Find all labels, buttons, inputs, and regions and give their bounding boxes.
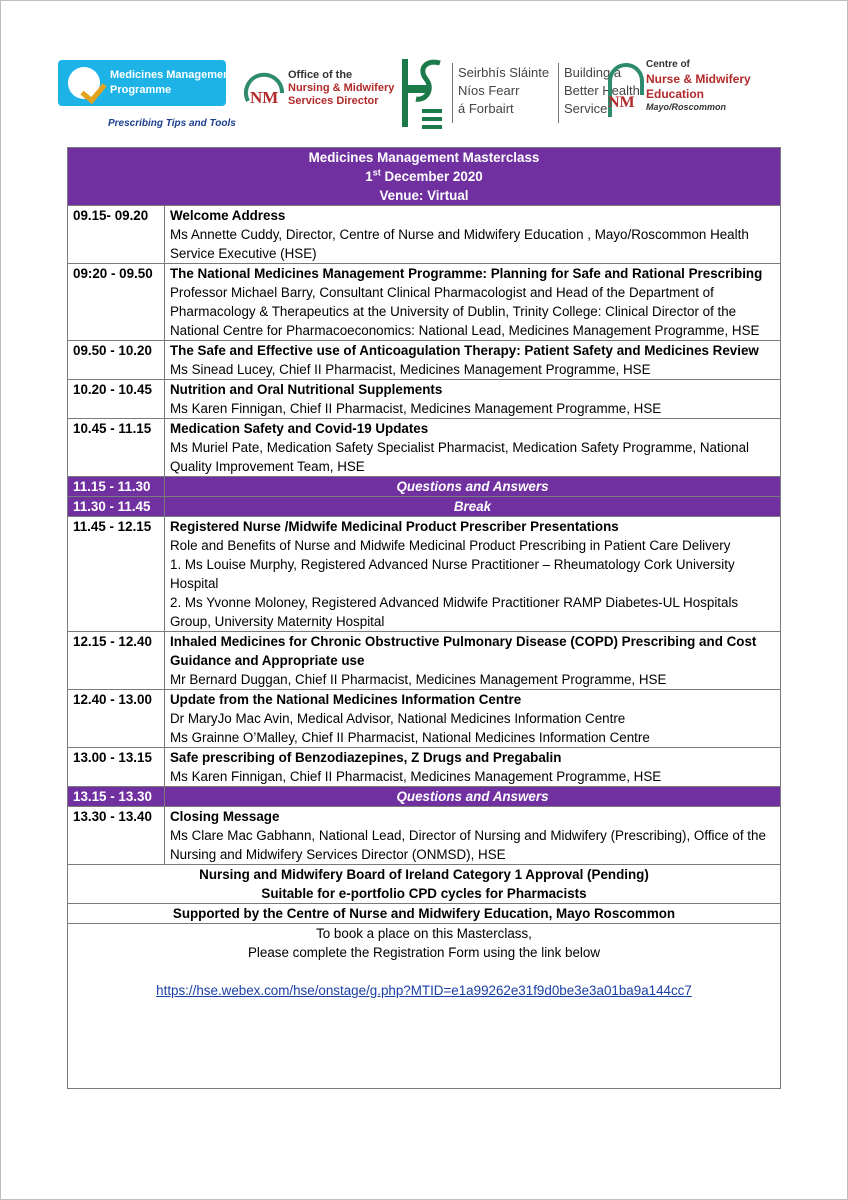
- mmp-tagline: Prescribing Tips and Tools: [108, 118, 236, 129]
- session-content: [165, 206, 781, 264]
- session-speaker: Ms Annette Cuddy, Director, Centre of Nurse and Midwifery Education , Mayo/Roscommon Health Service Executive (HSE): [170, 227, 749, 261]
- cnme-logo: [602, 55, 751, 131]
- session-content: [165, 807, 781, 865]
- svg-text:NM: NM: [608, 94, 635, 111]
- mmp-logo-line2: Programme: [110, 84, 172, 96]
- session-row: [68, 264, 781, 341]
- mmp-logo-badge: [58, 60, 234, 106]
- session-title: Safe prescribing of Benzodiazepines, Z Drugs and Pregabalin: [170, 750, 562, 765]
- agenda-table: [67, 147, 781, 1089]
- nm-monogram-icon: [242, 71, 286, 115]
- session-title: Registered Nurse /Midwife Medicinal Product Prescriber Presentations: [170, 519, 619, 534]
- session-speaker: Mr Bernard Duggan, Chief II Pharmacist, Medicines Management Programme, HSE: [170, 672, 667, 687]
- checkmark-icon: [68, 67, 100, 99]
- hse-irish-line2: Níos Fearr: [458, 83, 520, 98]
- session-row: [68, 690, 781, 748]
- onmsd-line1: Office of the: [288, 69, 353, 81]
- session-content: [165, 341, 781, 380]
- session-content: [165, 264, 781, 341]
- onmsd-line2: Nursing & Midwifery: [288, 82, 395, 94]
- agenda-header: [68, 148, 781, 206]
- session-title: The Safe and Effective use of Anticoagulation Therapy: Patient Safety and Medicines Review: [170, 343, 759, 358]
- session-speaker: Ms Grainne O’Malley, Chief II Pharmacist, National Medicines Information Centre: [170, 730, 650, 745]
- session-speaker: Professor Michael Barry, Consultant Clinical Pharmacologist and Head of the Department of Pharmacology & Therapeutics at the University of Dublin, Trinity College: Clinical Director of the National Centre for Pharmacoeconomics: National Lead, Medicines Management Programme, HSE: [170, 285, 760, 338]
- hse-divider: [558, 63, 559, 123]
- session-time: 10.45 - 11.15: [68, 419, 165, 477]
- session-time: 13.30 - 13.40: [68, 807, 165, 865]
- session-row: [68, 517, 781, 632]
- session-title: Closing Message: [170, 809, 280, 824]
- hse-mark-icon: [396, 55, 446, 131]
- event-date: 1st December 2020: [365, 167, 483, 184]
- session-speaker: Ms Muriel Pate, Medication Safety Specialist Pharmacist, Medication Safety Programme, National Quality Improvement Team, HSE: [170, 440, 750, 474]
- booking-row: [68, 924, 781, 1089]
- break-row: [68, 477, 781, 497]
- approval-line1: Nursing and Midwifery Board of Ireland Category 1 Approval (Pending): [199, 867, 649, 882]
- supported-by-text: Supported by the Centre of Nurse and Midwifery Education, Mayo Roscommon: [172, 906, 676, 921]
- hse-english-line3: Service: [564, 101, 608, 116]
- session-title: Inhaled Medicines for Chronic Obstructive Pulmonary Disease (COPD) Prescribing and Cost Guidance and Appropriate use: [170, 634, 757, 668]
- supported-row: [68, 904, 781, 924]
- session-time: 10.20 - 10.45: [68, 380, 165, 419]
- session-speaker: Ms Karen Finnigan, Chief II Pharmacist, Medicines Management Programme, HSE: [170, 401, 662, 416]
- session-content: [165, 632, 781, 690]
- session-time: 11.30 - 11.45: [68, 497, 165, 517]
- session-speaker: Ms Karen Finnigan, Chief II Pharmacist, Medicines Management Programme, HSE: [170, 769, 662, 784]
- session-time: 09.50 - 10.20: [68, 341, 165, 380]
- hse-english-line2: Better Health: [564, 83, 640, 98]
- registration-link[interactable]: https://hse.webex.com/hse/onstage/g.php?MTID=e1a99262e31f9d0be3e3a01ba9a144cc7: [156, 983, 692, 998]
- session-time: 13.00 - 13.15: [68, 748, 165, 787]
- session-speaker: 2. Ms Yvonne Moloney, Registered Advanced Midwife Practitioner RAMP Diabetes-UL Hospitals Group, University Maternity Hospital: [170, 595, 739, 629]
- break-row: [68, 787, 781, 807]
- approval-line2: Suitable for e-portfolio CPD cycles for Pharmacists: [261, 886, 587, 901]
- nm-monogram-icon: [602, 55, 650, 125]
- session-row: [68, 380, 781, 419]
- session-row: [68, 748, 781, 787]
- session-title: Update from the National Medicines Information Centre: [170, 692, 522, 707]
- session-time: 11.45 - 12.15: [68, 517, 165, 632]
- session-speaker: 1. Ms Louise Murphy, Registered Advanced Nurse Practitioner – Rheumatology Cork University Hospital: [170, 557, 735, 591]
- mmp-logo: [58, 60, 236, 132]
- cnme-line3: Education: [646, 87, 705, 101]
- break-label: Questions and Answers: [165, 477, 781, 497]
- booking-line1: To book a place on this Masterclass,: [316, 926, 532, 941]
- session-content: [165, 419, 781, 477]
- session-title: The National Medicines Management Programme: Planning for Safe and Rational Prescribing: [170, 266, 763, 281]
- cnme-line1: Centre of: [646, 59, 690, 70]
- booking-line2: Please complete the Registration Form using the link below: [247, 945, 601, 960]
- hse-english-line1: Building a: [564, 65, 622, 80]
- session-content: [165, 748, 781, 787]
- session-title: Nutrition and Oral Nutritional Supplements: [170, 382, 443, 397]
- session-speaker: Dr MaryJo Mac Avin, Medical Advisor, National Medicines Information Centre: [170, 711, 626, 726]
- session-time: 12.40 - 13.00: [68, 690, 165, 748]
- session-row: [68, 419, 781, 477]
- hse-logo: [396, 55, 640, 135]
- session-content: [165, 517, 781, 632]
- cnme-line2: Nurse & Midwifery: [646, 72, 751, 86]
- session-speaker: Role and Benefits of Nurse and Midwife Medicinal Product Prescribing in Patient Care Delivery: [170, 538, 731, 553]
- svg-text:NM: NM: [250, 88, 279, 107]
- session-time: 09.15- 09.20: [68, 206, 165, 264]
- hse-irish-line3: á Forbairt: [458, 101, 514, 116]
- session-row: [68, 807, 781, 865]
- hse-irish-line1: Seirbhís Sláinte: [458, 65, 550, 80]
- onmsd-line3: Services Director: [288, 95, 379, 107]
- onmsd-logo: [238, 55, 408, 125]
- approval-row: [68, 865, 781, 904]
- session-speaker: Ms Sinead Lucey, Chief II Pharmacist, Medicines Management Programme, HSE: [170, 362, 651, 377]
- session-time: 12.15 - 12.40: [68, 632, 165, 690]
- break-row: [68, 497, 781, 517]
- page-title: Medicines Management Masterclass: [308, 150, 540, 165]
- break-label: Questions and Answers: [165, 787, 781, 807]
- cnme-line4: Mayo/Roscommon: [646, 102, 727, 112]
- session-content: [165, 690, 781, 748]
- session-row: [68, 341, 781, 380]
- session-time: 11.15 - 11.30: [68, 477, 165, 497]
- session-content: [165, 380, 781, 419]
- session-title: Medication Safety and Covid-19 Updates: [170, 421, 429, 436]
- break-label: Break: [165, 497, 781, 517]
- mmp-logo-line1: Medicines Management: [110, 69, 234, 81]
- session-time: 09:20 - 09.50: [68, 264, 165, 341]
- session-row: [68, 632, 781, 690]
- session-row: [68, 206, 781, 264]
- event-venue: Venue: Virtual: [379, 188, 469, 203]
- session-speaker: Ms Clare Mac Gabhann, National Lead, Director of Nursing and Midwifery (Prescribing), Office of the Nursing and Midwifery Services Director (ONMSD), HSE: [170, 828, 766, 862]
- session-title: Welcome Address: [170, 208, 286, 223]
- session-time: 13.15 - 13.30: [68, 787, 165, 807]
- logo-bar: [58, 55, 798, 135]
- hse-divider: [452, 63, 453, 123]
